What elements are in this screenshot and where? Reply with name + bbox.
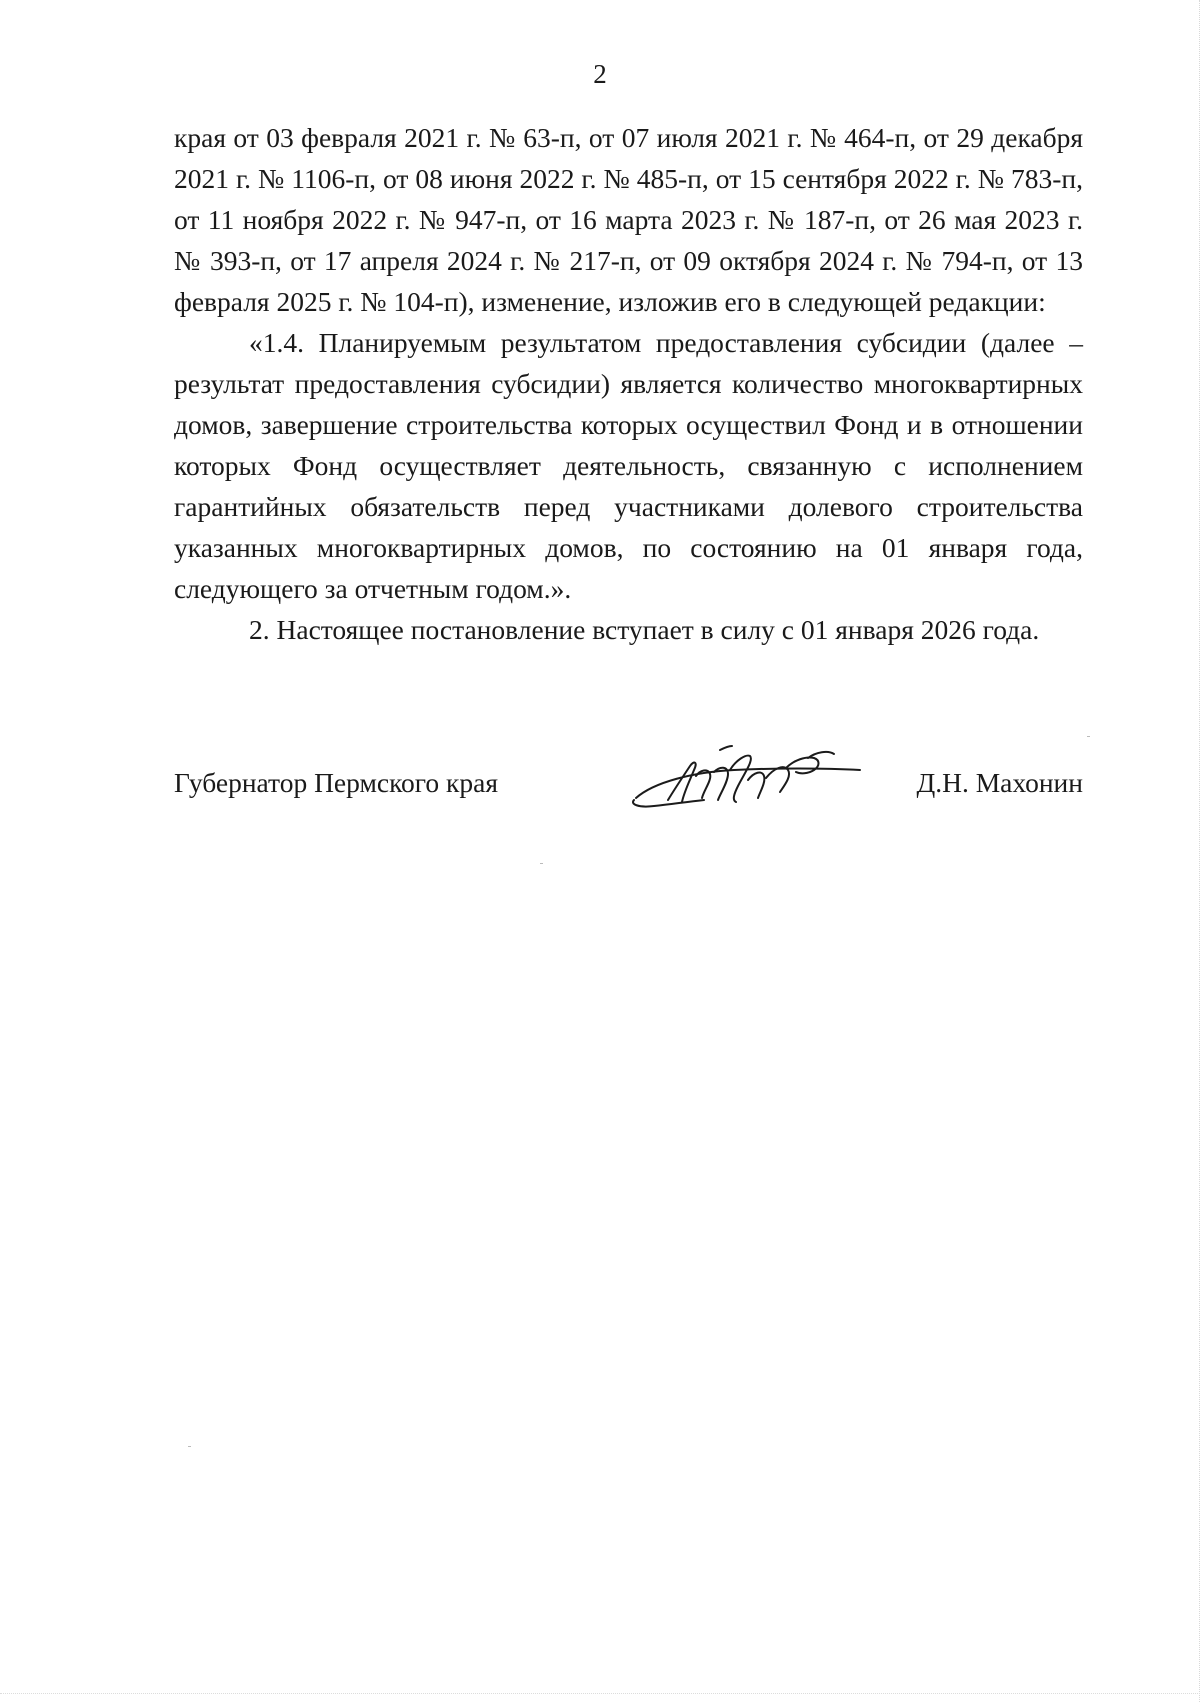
scan-speck [1087,736,1090,737]
page-number: 2 [593,59,607,89]
signer-name: Д.Н. Махонин [916,767,1083,798]
handwritten-signature [624,740,864,820]
scan-speck [540,863,543,864]
paragraph-effective-date: 2. Настоящее постановление вступает в силу с 01 января 2026 года. [249,614,1040,645]
document-body [174,117,1083,650]
signer-title: Губернатор Пермского края [174,767,498,798]
signature-block [174,748,1083,818]
scan-edge-bottom [0,1692,1200,1694]
paragraph-continuation: края от 03 февраля 2021 г. № 63-п, от 07 июля 2021 г. № 464-п, от 29 декабря 2021 г. № 1106-п, от 08 июня 2022 г. № 485-п, от 15 сентября 2022 г. № 783-п, от 11 ноября 2022 г. № 947-п, от 16 марта 2023 г. № 187-п, от 26 мая 2023 г. № 393-п, от 17 апреля 2024 г. № 217-п, от 09 октября 2024 г. № 794-п, от 13 февраля 2025 г. № 104-п), изменение, изложив его в следующей редакции: [174,122,1083,317]
paragraph-clause-1-4: «1.4. Планируемым результатом предоставления субсидии (далее – результат предоставления субсидии) является количество многоквартирных домов, завершение строительства которых осуществил Фонд и в отношении которых Фонд осуществляет деятельность, связанную с исполнением гарантийных обязательств перед участниками долевого строительства указанных многоквартирных домов, по состоянию на 01 января года, следующего за отчетным годом.». [174,327,1083,604]
scan-speck [188,1446,191,1447]
